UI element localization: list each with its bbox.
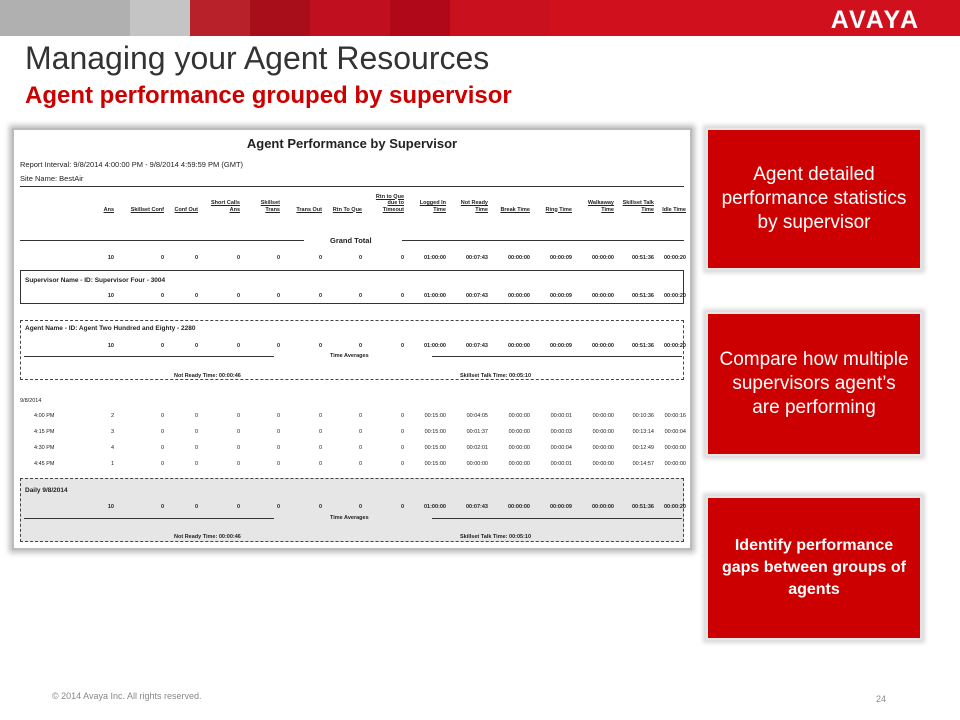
- table-cell: 00:12:49: [632, 445, 654, 451]
- table-cell: 00:00:16: [664, 413, 686, 419]
- row-label: 4:00 PM: [34, 413, 55, 419]
- table-cell: 10: [107, 293, 114, 299]
- table-cell: 0: [194, 343, 198, 349]
- table-cell: 0: [236, 293, 240, 299]
- table-cell: 00:00:04: [664, 429, 686, 435]
- row-label: 4:45 PM: [34, 461, 55, 467]
- table-cell: 01:00:00: [423, 255, 446, 261]
- table-cell: 0: [318, 461, 322, 467]
- table-cell: 0: [400, 445, 404, 451]
- table-cell: 0: [194, 413, 198, 419]
- table-cell: 10: [107, 343, 114, 349]
- table-cell: 00:00:00: [508, 429, 530, 435]
- table-cell: 0: [400, 429, 404, 435]
- time-averages-label: Time Averages: [330, 353, 369, 359]
- column-header: Break Time: [500, 206, 530, 213]
- column-header: Logged In Time: [419, 200, 446, 213]
- column-header: Not Ready Time: [460, 200, 488, 213]
- table-cell: 10: [107, 255, 114, 261]
- table-cell: 00:00:09: [549, 343, 572, 349]
- table-cell: 00:07:43: [465, 343, 488, 349]
- table-cell: 00:00:20: [663, 343, 686, 349]
- table-cell: 00:00:20: [663, 293, 686, 299]
- table-cell: 0: [194, 445, 198, 451]
- top-banner: [0, 0, 960, 36]
- table-cell: 01:00:00: [423, 343, 446, 349]
- table-cell: 0: [236, 343, 240, 349]
- table-cell: 0: [236, 255, 240, 261]
- agent-label: Agent Name - ID: Agent Two Hundred and Eighty - 2280: [25, 325, 196, 332]
- table-cell: 00:00:00: [592, 413, 614, 419]
- table-cell: 0: [160, 461, 164, 467]
- table-cell: 00:00:00: [592, 429, 614, 435]
- table-cell: 00:07:43: [465, 504, 488, 510]
- table-cell: 00:00:00: [466, 461, 488, 467]
- table-cell: 1: [110, 461, 114, 467]
- table-cell: 00:00:00: [591, 293, 614, 299]
- table-cell: 0: [276, 445, 280, 451]
- table-cell: 00:13:14: [632, 429, 654, 435]
- table-cell: 00:07:43: [465, 255, 488, 261]
- table-cell: 00:15:00: [424, 461, 446, 467]
- table-cell: 0: [318, 429, 322, 435]
- table-row: [14, 444, 690, 454]
- table-cell: 0: [160, 255, 164, 261]
- callout-text: Identify performance gaps between groups of agents: [721, 537, 906, 598]
- table-cell: 00:00:09: [549, 255, 572, 261]
- table-cell: 0: [160, 429, 164, 435]
- supervisor-row: [14, 292, 690, 302]
- column-header: Skillset Conf: [130, 206, 164, 213]
- not-ready-time: Not Ready Time: 00:00:46: [174, 373, 241, 379]
- table-cell: 0: [358, 255, 362, 261]
- table-cell: 0: [276, 255, 280, 261]
- column-header: Trans Out: [296, 206, 322, 213]
- table-cell: 00:00:09: [549, 504, 572, 510]
- supervisor-label: Supervisor Name - ID: Supervisor Four - 3004: [25, 277, 166, 284]
- copyright-footer: © 2014 Avaya Inc. All rights reserved.: [52, 691, 202, 701]
- table-cell: 00:51:36: [631, 504, 654, 510]
- report-image: [12, 128, 692, 550]
- table-cell: 0: [194, 293, 198, 299]
- table-cell: 0: [236, 429, 240, 435]
- table-cell: 0: [160, 293, 164, 299]
- table-cell: 00:00:03: [550, 429, 572, 435]
- grand-total-row: [14, 254, 690, 264]
- table-cell: 2: [110, 413, 114, 419]
- table-cell: 00:00:00: [591, 504, 614, 510]
- table-cell: 00:14:57: [632, 461, 654, 467]
- report-site: Site Name: BestAir: [20, 174, 84, 183]
- table-cell: 0: [358, 429, 362, 435]
- table-cell: 0: [358, 293, 362, 299]
- agent-row: [14, 342, 690, 352]
- callout-text: Agent detailed performance statistics by supervisor: [721, 164, 907, 233]
- table-cell: 0: [318, 504, 322, 510]
- table-cell: 00:00:00: [508, 461, 530, 467]
- table-cell: 00:00:00: [507, 343, 530, 349]
- column-header: Walkaway Time: [587, 200, 614, 213]
- table-cell: 00:00:04: [550, 445, 572, 451]
- table-cell: 0: [318, 255, 322, 261]
- grand-total-label: Grand Total: [330, 236, 372, 245]
- column-header: Ans: [103, 206, 114, 213]
- table-cell: 0: [400, 504, 404, 510]
- table-cell: 0: [194, 504, 198, 510]
- table-row: [14, 460, 690, 470]
- table-cell: 0: [236, 504, 240, 510]
- report-interval: Report Interval: 9/8/2014 4:00:00 PM - 9/8/2014 4:59:59 PM (GMT): [20, 160, 244, 169]
- table-cell: 0: [236, 461, 240, 467]
- page-number: 24: [876, 694, 887, 704]
- callout-compare-supervisors: [706, 312, 922, 456]
- column-header: Short Calls Ans: [210, 200, 240, 213]
- callout-agent-statistics: [706, 128, 922, 270]
- table-cell: 00:00:00: [592, 445, 614, 451]
- column-header: Conf Out: [174, 206, 198, 213]
- table-cell: 00:10:36: [632, 413, 654, 419]
- table-cell: 0: [318, 293, 322, 299]
- row-label: 4:30 PM: [34, 445, 55, 451]
- column-header: Rtn to Que due to Timeout: [375, 193, 404, 213]
- table-cell: 0: [358, 461, 362, 467]
- daily-label: Daily 9/8/2014: [25, 487, 68, 494]
- table-cell: 00:00:00: [664, 445, 686, 451]
- table-cell: 00:15:00: [424, 413, 446, 419]
- daily-skillset-talk-time: Skillset Talk Time: 00:05:10: [460, 534, 532, 540]
- row-label: 4:15 PM: [34, 429, 55, 435]
- table-cell: 00:07:43: [465, 293, 488, 299]
- table-cell: 0: [236, 413, 240, 419]
- column-header: Skillset Trans: [260, 200, 280, 213]
- table-cell: 00:02:01: [466, 445, 488, 451]
- column-header: Idle Time: [662, 206, 686, 213]
- table-cell: 00:01:37: [466, 429, 488, 435]
- table-cell: 00:51:36: [631, 343, 654, 349]
- table-cell: 01:00:00: [423, 504, 446, 510]
- daily-not-ready-time: Not Ready Time: 00:00:46: [174, 534, 241, 540]
- table-cell: 0: [276, 413, 280, 419]
- callout-text: Compare how multiple supervisors agent’s are performing: [719, 349, 909, 418]
- table-cell: 0: [160, 413, 164, 419]
- slide-subtitle: Agent performance grouped by supervisor: [25, 82, 512, 109]
- table-cell: 00:51:36: [631, 255, 654, 261]
- table-cell: 0: [400, 343, 404, 349]
- table-cell: 0: [160, 504, 164, 510]
- table-cell: 0: [236, 445, 240, 451]
- table-cell: 0: [318, 343, 322, 349]
- table-cell: 00:00:00: [507, 255, 530, 261]
- table-cell: 0: [358, 445, 362, 451]
- avaya-logo: AVAYA: [830, 6, 920, 34]
- daily-time-averages-label: Time Averages: [330, 515, 369, 521]
- table-cell: 00:00:01: [550, 413, 572, 419]
- table-row: [14, 412, 690, 422]
- daily-row: [14, 503, 690, 513]
- table-cell: 0: [194, 255, 198, 261]
- table-cell: 00:00:00: [591, 255, 614, 261]
- table-cell: 0: [400, 413, 404, 419]
- table-cell: 00:00:09: [549, 293, 572, 299]
- skillset-talk-time: Skillset Talk Time: 00:05:10: [460, 373, 532, 379]
- table-cell: 00:00:00: [508, 445, 530, 451]
- table-cell: 01:00:00: [423, 293, 446, 299]
- slide-title: Managing your Agent Resources: [25, 40, 490, 76]
- table-cell: 0: [400, 293, 404, 299]
- table-cell: 0: [160, 445, 164, 451]
- table-cell: 00:00:00: [507, 504, 530, 510]
- table-cell: 0: [400, 461, 404, 467]
- table-cell: 00:00:20: [663, 504, 686, 510]
- table-cell: 0: [276, 461, 280, 467]
- table-cell: 00:00:00: [664, 461, 686, 467]
- column-header: Rtn To Que: [332, 206, 362, 213]
- table-cell: 00:00:00: [591, 343, 614, 349]
- table-cell: 00:00:00: [508, 413, 530, 419]
- table-cell: 0: [358, 343, 362, 349]
- report-title: Agent Performance by Supervisor: [246, 136, 458, 151]
- table-cell: 0: [194, 461, 198, 467]
- table-cell: 00:00:00: [592, 461, 614, 467]
- table-cell: 00:15:00: [424, 429, 446, 435]
- table-cell: 0: [276, 293, 280, 299]
- table-cell: 0: [318, 413, 322, 419]
- column-header: Ring Time: [545, 206, 572, 213]
- table-cell: 0: [194, 429, 198, 435]
- column-header: Skillset Talk Time: [622, 200, 654, 213]
- table-row: [14, 428, 690, 438]
- table-cell: 3: [110, 429, 114, 435]
- table-cell: 00:00:01: [550, 461, 572, 467]
- table-cell: 0: [400, 255, 404, 261]
- callout-performance-gaps: [706, 496, 922, 640]
- table-cell: 0: [358, 504, 362, 510]
- table-cell: 00:00:00: [507, 293, 530, 299]
- table-cell: 00:51:36: [631, 293, 654, 299]
- date-label: 9/8/2014: [20, 398, 42, 404]
- table-cell: 0: [318, 445, 322, 451]
- table-cell: 0: [160, 343, 164, 349]
- table-cell: 4: [110, 445, 114, 451]
- table-cell: 00:04:05: [466, 413, 488, 419]
- table-cell: 0: [276, 504, 280, 510]
- table-cell: 00:15:00: [424, 445, 446, 451]
- table-cell: 0: [276, 343, 280, 349]
- table-cell: 10: [107, 504, 114, 510]
- table-cell: 00:00:20: [663, 255, 686, 261]
- table-cell: 0: [276, 429, 280, 435]
- table-cell: 0: [358, 413, 362, 419]
